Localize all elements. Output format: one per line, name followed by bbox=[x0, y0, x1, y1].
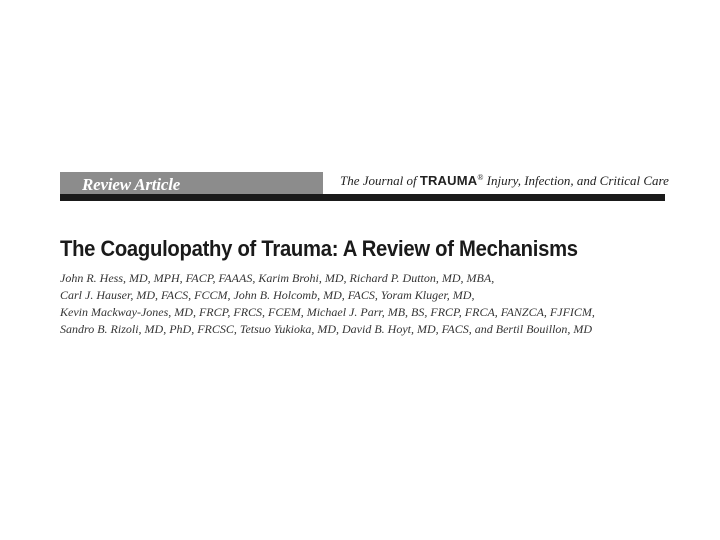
registered-mark: ® bbox=[477, 173, 484, 182]
author-line-1: John R. Hess, MD, MPH, FACP, FAAAS, Karim Brohi, MD, Richard P. Dutton, MD, MBA, bbox=[60, 271, 495, 285]
journal-title-prefix: The Journal of bbox=[340, 173, 420, 188]
author-line-4: Sandro B. Rizoli, MD, PhD, FRCSC, Tetsuo Yukioka, MD, David B. Hoyt, MD, FACS, and Bertil Bouillon, MD bbox=[60, 322, 593, 336]
section-label: Review Article bbox=[82, 175, 181, 194]
journal-header bbox=[60, 172, 669, 194]
author-list bbox=[60, 270, 670, 338]
article-title: The Coagulopathy of Trauma: A Review of Mechanisms bbox=[60, 236, 578, 261]
author-line-3: Kevin Mackway-Jones, MD, FRCP, FRCS, FCEM, Michael J. Parr, MB, BS, FRCP, FRCA, FANZCA, FJFICM, bbox=[60, 305, 595, 319]
journal-brand: TRAUMA bbox=[419, 173, 478, 188]
author-line-2: Carl J. Hauser, MD, FACS, FCCM, John B. Holcomb, MD, FACS, Yoram Kluger, MD, bbox=[60, 288, 475, 302]
header-rule bbox=[60, 194, 665, 201]
journal-title bbox=[340, 173, 669, 189]
section-tab bbox=[60, 172, 323, 194]
journal-title-suffix: Injury, Infection, and Critical Care bbox=[483, 173, 669, 188]
